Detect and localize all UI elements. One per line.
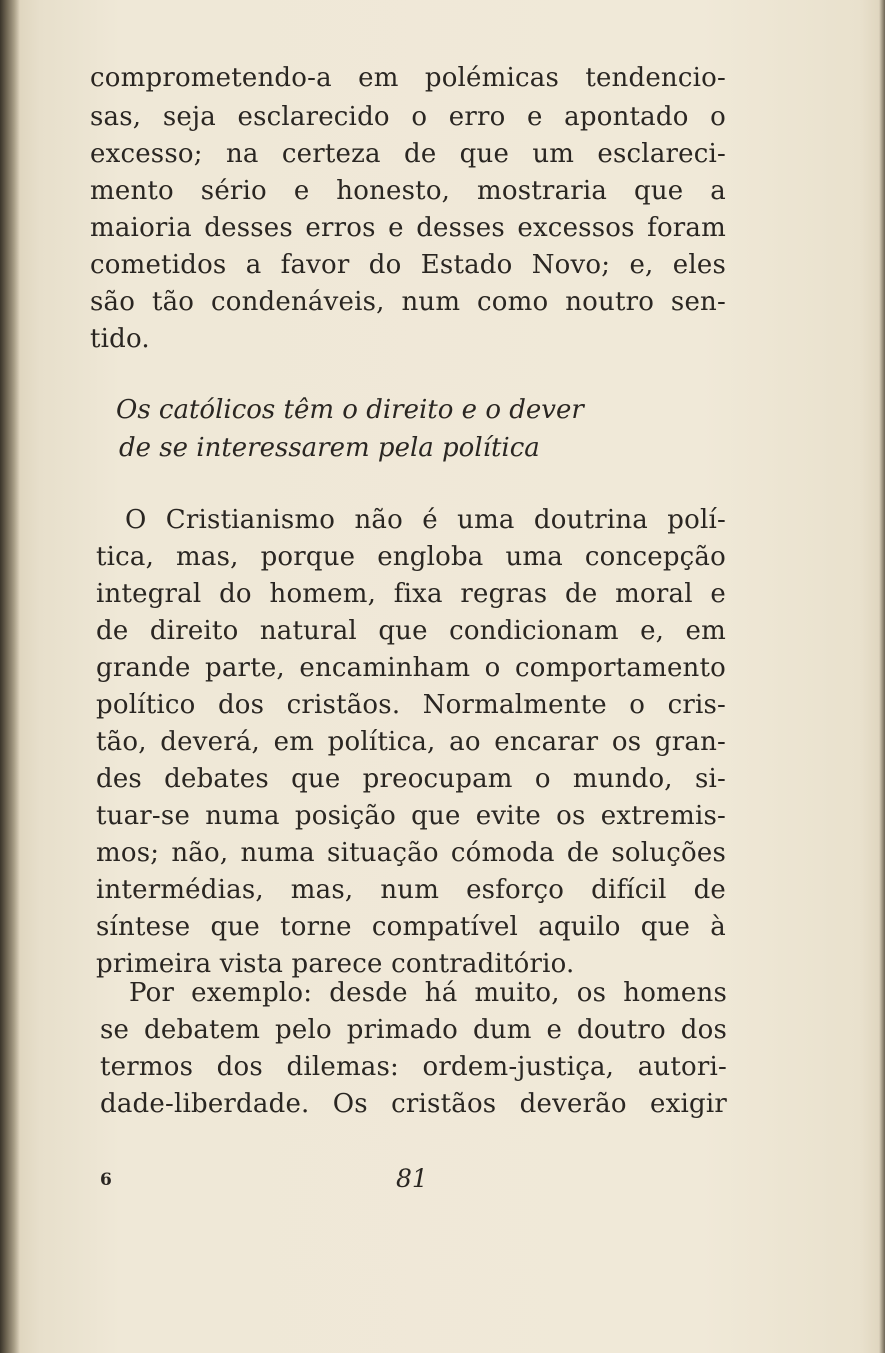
text-line: termos dos dilemas: ordem-justiça, autori- — [100, 1052, 727, 1082]
text-line: tão, deverá, em política, ao encarar os gran- — [96, 727, 726, 757]
signature-mark: 6 — [100, 1170, 112, 1190]
text-line: são tão condenáveis, num como noutro sen- — [90, 287, 726, 317]
text-line: sas, seja esclarecido o erro e apontado o — [90, 102, 726, 132]
text-line: Por exemplo: desde há muito, os homens — [129, 978, 727, 1008]
text-line: tuar-se numa posição que evite os extremis- — [96, 801, 726, 831]
heading-line: de se interessarem pela política — [119, 433, 540, 463]
text-line: tido. — [90, 324, 150, 354]
text-line: mento sério e honesto, mostraria que a — [90, 176, 726, 206]
page-edge-shadow — [879, 0, 885, 1353]
text-line: integral do homem, fixa regras de moral e — [96, 579, 726, 609]
book-binding-shadow — [0, 0, 20, 1353]
text-line: excesso; na certeza de que um esclareci- — [90, 139, 726, 169]
text-line: O Cristianismo não é uma doutrina polí- — [125, 505, 726, 535]
text-line: tica, mas, porque engloba uma concepção — [96, 542, 726, 572]
text-line: político dos cristãos. Normalmente o cris- — [96, 690, 726, 720]
heading-line: Os católicos têm o direito e o dever — [116, 395, 584, 425]
text-line: dade-liberdade. Os cristãos deverão exigir — [100, 1089, 727, 1119]
text-line: maioria desses erros e desses excessos foram — [90, 213, 726, 243]
text-line: primeira vista parece contraditório. — [96, 949, 575, 979]
text-line: des debates que preocupam o mundo, si- — [96, 764, 726, 794]
text-line: mos; não, numa situação cómoda de soluções — [96, 838, 726, 868]
text-line: síntese que torne compatível aquilo que à — [96, 912, 726, 942]
text-line: grande parte, encaminham o comportamento — [96, 653, 726, 683]
text-line: de direito natural que condicionam e, em — [96, 616, 726, 646]
text-line: cometidos a favor do Estado Novo; e, eles — [90, 250, 726, 280]
text-line: comprometendo-a em polémicas tendencio- — [90, 63, 726, 93]
text-line: se debatem pelo primado dum e doutro dos — [100, 1015, 727, 1045]
text-line: intermédias, mas, num esforço difícil de — [96, 875, 726, 905]
page-number: 81 — [396, 1164, 428, 1193]
